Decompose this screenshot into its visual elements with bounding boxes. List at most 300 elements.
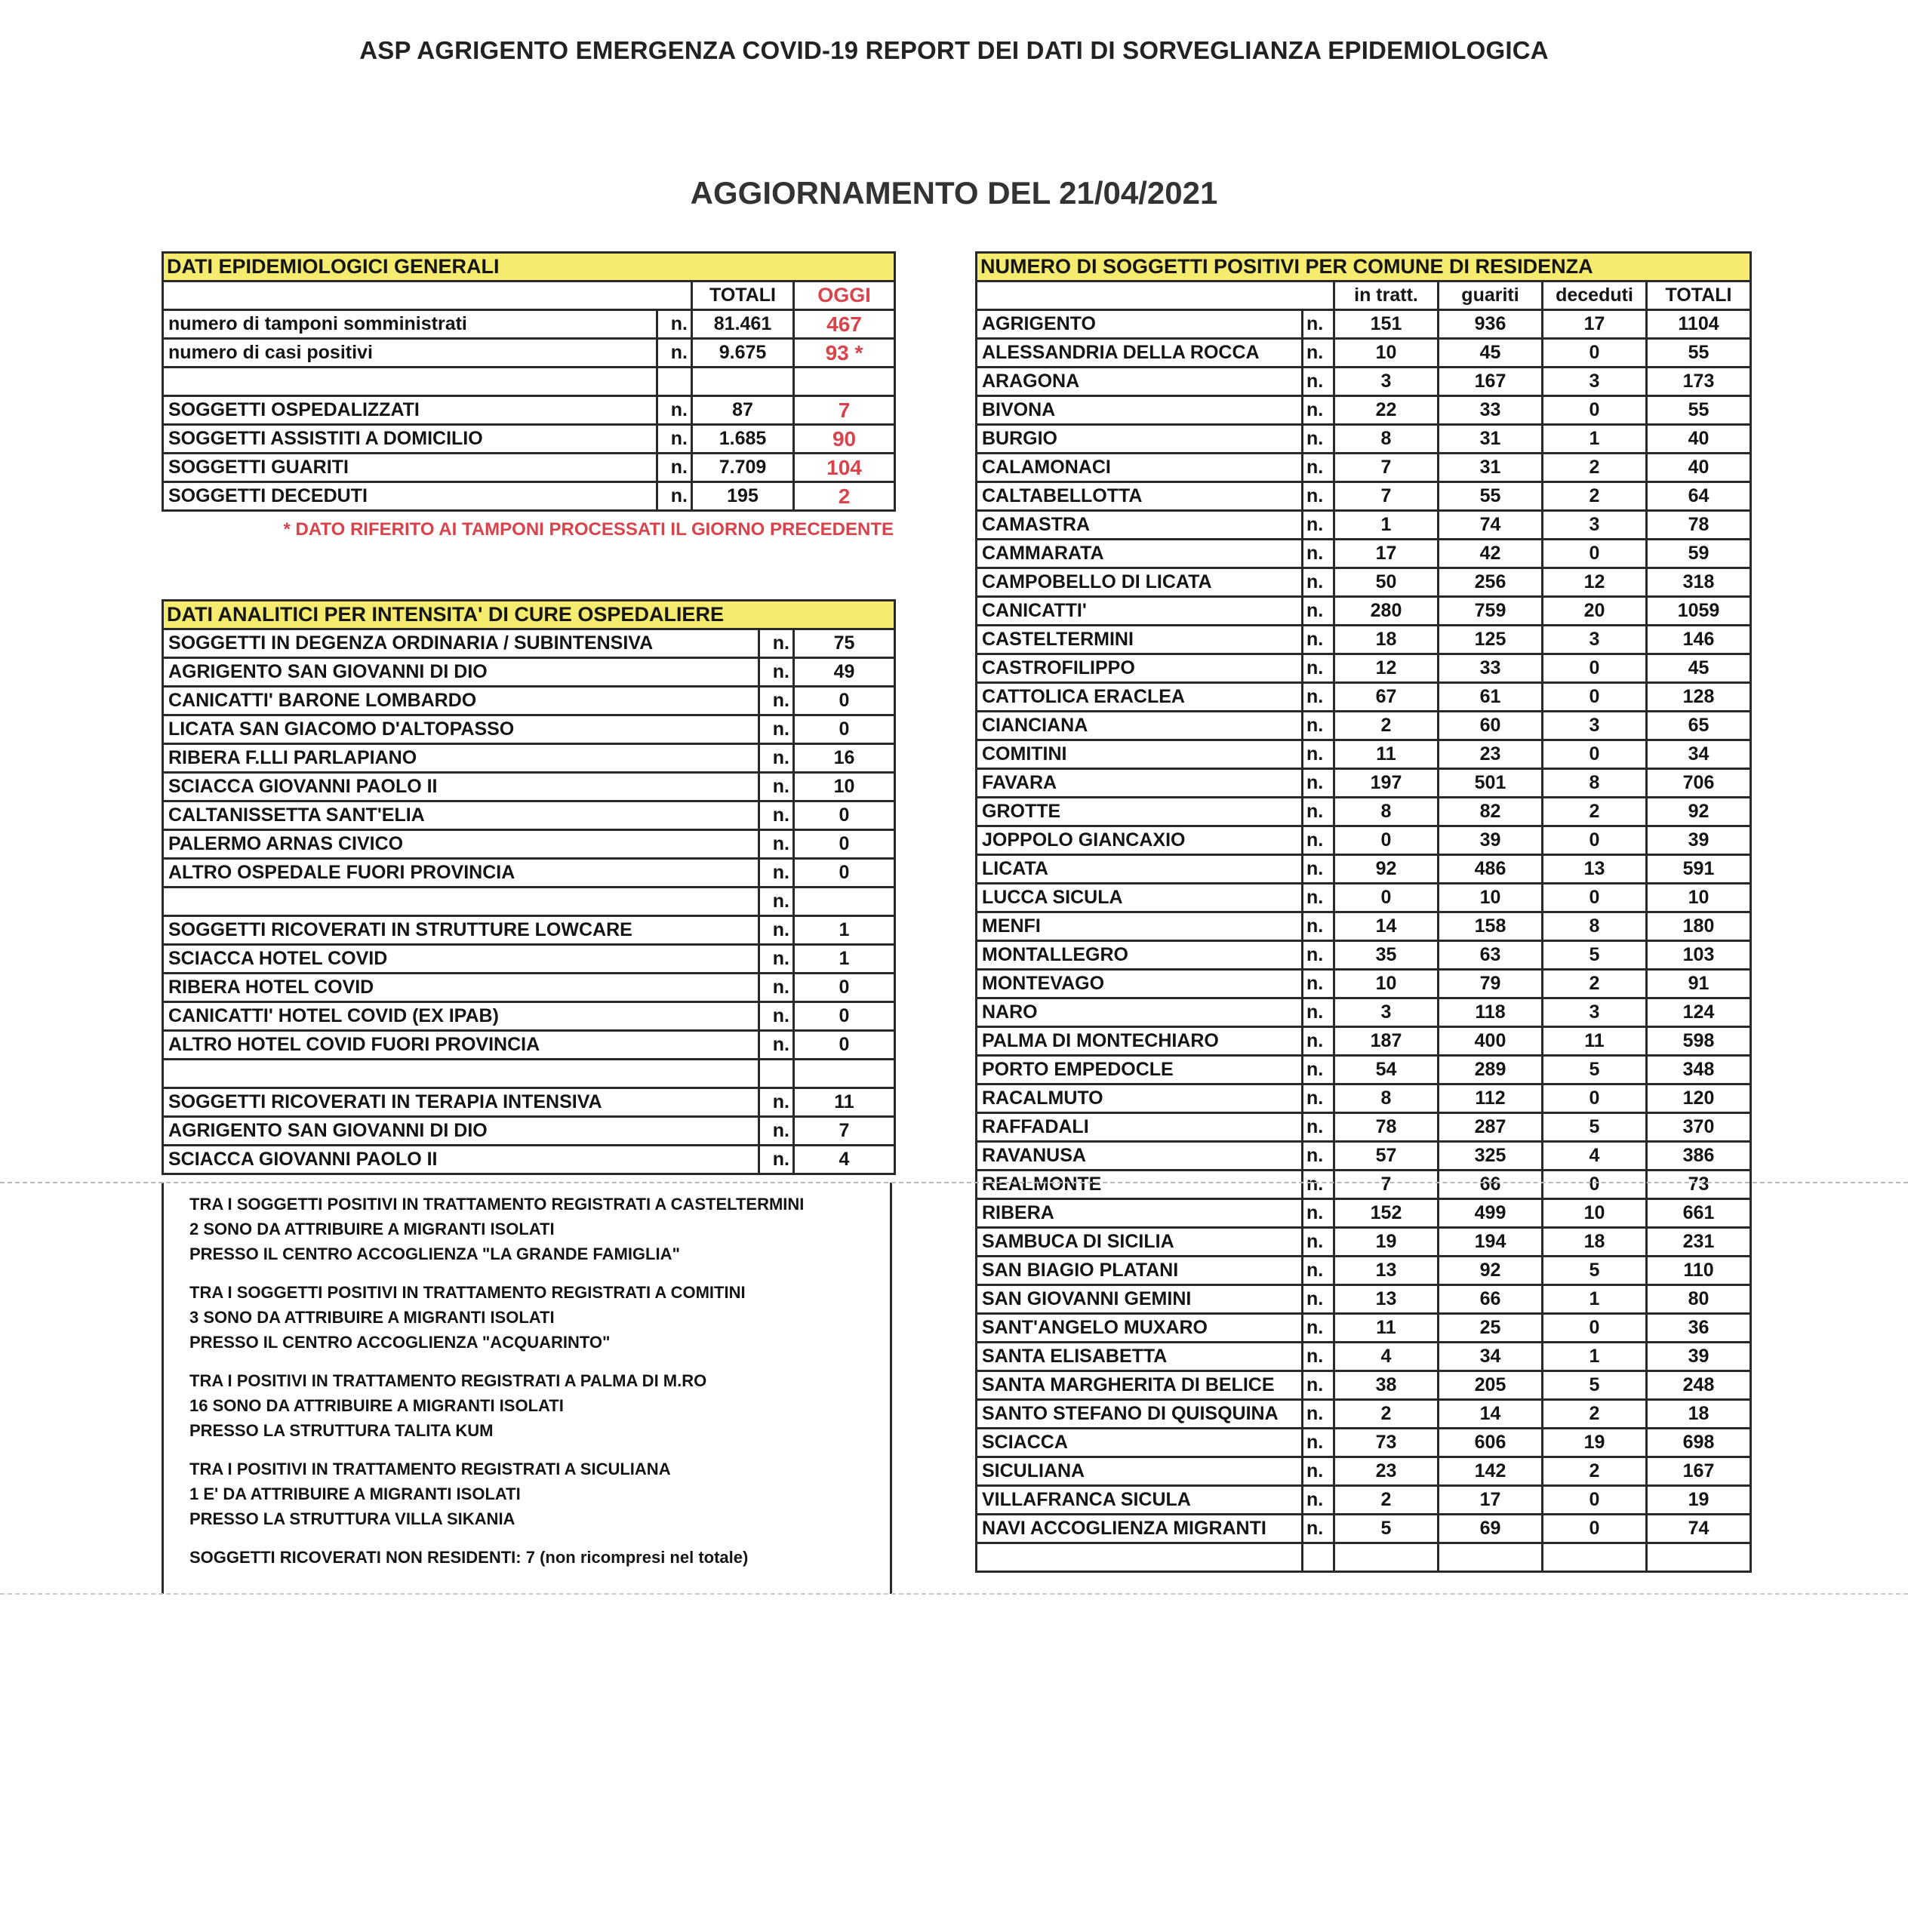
municipality-unit: n. <box>1303 1429 1334 1457</box>
municipality-in-tratt: 1 <box>1334 511 1439 540</box>
municipal-row <box>977 769 1751 798</box>
municipal-row <box>977 912 1751 941</box>
update-date-title: AGGIORNAMENTO DEL 21/04/2021 <box>690 175 1218 211</box>
hospital-row-value: 75 <box>794 629 895 658</box>
municipality-guariti: 10 <box>1439 884 1543 912</box>
municipality-name: NARO <box>977 998 1303 1027</box>
col-deceduti: deceduti <box>1543 281 1647 310</box>
municipality-totali: 598 <box>1647 1027 1751 1056</box>
hospital-row-label: ALTRO OSPEDALE FUORI PROVINCIA <box>163 859 759 888</box>
municipality-totali: 591 <box>1647 855 1751 884</box>
municipality-deceduti: 5 <box>1543 1371 1647 1400</box>
municipal-row <box>977 855 1751 884</box>
municipal-row <box>977 511 1751 540</box>
municipality-unit: n. <box>1303 1228 1334 1257</box>
municipality-unit: n. <box>1303 1171 1334 1199</box>
municipality-in-tratt: 92 <box>1334 855 1439 884</box>
municipality-deceduti: 17 <box>1543 310 1647 339</box>
municipality-totali: 45 <box>1647 654 1751 683</box>
municipality-deceduti: 2 <box>1543 1400 1647 1429</box>
municipal-row <box>977 396 1751 425</box>
municipality-deceduti <box>1543 1543 1647 1572</box>
municipality-deceduti: 0 <box>1543 1486 1647 1515</box>
notes-box <box>162 1183 892 1594</box>
municipality-unit: n. <box>1303 712 1334 740</box>
general-row-oggi: 2 <box>794 482 895 511</box>
general-title: DATI EPIDEMIOLOGICI GENERALI <box>163 253 895 281</box>
municipality-totali: 40 <box>1647 454 1751 482</box>
hospital-row <box>163 916 895 945</box>
municipal-row <box>977 454 1751 482</box>
municipality-guariti: 92 <box>1439 1257 1543 1285</box>
municipality-deceduti: 0 <box>1543 826 1647 855</box>
municipality-name: SAMBUCA DI SICILIA <box>977 1228 1303 1257</box>
hospital-title: DATI ANALITICI PER INTENSITA' DI CURE OSPEDALIERE <box>163 601 895 629</box>
municipality-guariti: 759 <box>1439 597 1543 626</box>
municipality-in-tratt: 7 <box>1334 454 1439 482</box>
municipality-name: BIVONA <box>977 396 1303 425</box>
municipality-unit: n. <box>1303 1142 1334 1171</box>
municipality-guariti: 79 <box>1439 970 1543 998</box>
municipality-name: CASTELTERMINI <box>977 626 1303 654</box>
municipality-name: CALAMONACI <box>977 454 1303 482</box>
municipality-guariti: 66 <box>1439 1171 1543 1199</box>
hospital-row <box>163 859 895 888</box>
municipality-name: FAVARA <box>977 769 1303 798</box>
municipality-in-tratt: 5 <box>1334 1515 1439 1543</box>
municipality-in-tratt: 38 <box>1334 1371 1439 1400</box>
municipality-unit: n. <box>1303 1285 1334 1314</box>
municipality-name: RIBERA <box>977 1199 1303 1228</box>
general-data-table <box>162 251 896 512</box>
municipality-guariti: 17 <box>1439 1486 1543 1515</box>
municipality-in-tratt: 4 <box>1334 1343 1439 1371</box>
municipality-totali: 55 <box>1647 339 1751 368</box>
municipality-totali: 386 <box>1647 1142 1751 1171</box>
hospital-row-unit: n. <box>759 1088 794 1117</box>
municipality-deceduti: 5 <box>1543 1113 1647 1142</box>
hospital-row <box>163 1088 895 1117</box>
municipality-name: LUCCA SICULA <box>977 884 1303 912</box>
municipal-row <box>977 884 1751 912</box>
hospital-row-value: 49 <box>794 658 895 687</box>
hospital-row-value <box>794 1060 895 1088</box>
municipality-unit: n. <box>1303 1084 1334 1113</box>
municipality-deceduti: 18 <box>1543 1228 1647 1257</box>
municipal-row <box>977 1285 1751 1314</box>
note-line: 2 SONO DA ATTRIBUIRE A MIGRANTI ISOLATI <box>189 1220 555 1238</box>
general-row-totali: 195 <box>692 482 794 511</box>
municipality-guariti: 501 <box>1439 769 1543 798</box>
municipality-unit: n. <box>1303 998 1334 1027</box>
general-row-label: SOGGETTI OSPEDALIZZATI <box>163 396 657 425</box>
municipality-unit: n. <box>1303 310 1334 339</box>
municipality-guariti: 82 <box>1439 798 1543 826</box>
hospital-row-unit: n. <box>759 859 794 888</box>
note-block <box>189 1368 804 1443</box>
municipality-unit: n. <box>1303 425 1334 454</box>
hospital-row <box>163 945 895 974</box>
municipality-totali: 59 <box>1647 540 1751 568</box>
municipality-deceduti: 1 <box>1543 1343 1647 1371</box>
municipality-name: VILLAFRANCA SICULA <box>977 1486 1303 1515</box>
general-row-label: SOGGETTI ASSISTITI A DOMICILIO <box>163 425 657 454</box>
note-line: TRA I POSITIVI IN TRATTAMENTO REGISTRATI A SICULIANA <box>189 1460 671 1478</box>
scan-bottom-line <box>0 1593 1908 1595</box>
municipality-deceduti: 2 <box>1543 798 1647 826</box>
municipality-deceduti: 0 <box>1543 1171 1647 1199</box>
municipality-unit: n. <box>1303 654 1334 683</box>
municipality-totali: 39 <box>1647 826 1751 855</box>
note-line: TRA I POSITIVI IN TRATTAMENTO REGISTRATI A PALMA DI M.RO <box>189 1371 707 1390</box>
note-block <box>189 1457 804 1531</box>
hospital-row <box>163 888 895 916</box>
col-totali: TOTALI <box>692 281 794 310</box>
municipality-unit: n. <box>1303 482 1334 511</box>
hospital-row-unit: n. <box>759 1031 794 1060</box>
general-row-unit: n. <box>657 339 692 368</box>
municipality-guariti: 112 <box>1439 1084 1543 1113</box>
municipal-row <box>977 368 1751 396</box>
general-column-header-row <box>163 281 895 310</box>
municipality-name: MENFI <box>977 912 1303 941</box>
municipality-totali: 124 <box>1647 998 1751 1027</box>
hospital-row-label: CANICATTI' BARONE LOMBARDO <box>163 687 759 715</box>
municipality-totali: 231 <box>1647 1228 1751 1257</box>
note-line: 1 E' DA ATTRIBUIRE A MIGRANTI ISOLATI <box>189 1484 521 1503</box>
municipality-totali: 348 <box>1647 1056 1751 1084</box>
municipality-name: CAMPOBELLO DI LICATA <box>977 568 1303 597</box>
hospital-row-value: 0 <box>794 1002 895 1031</box>
scan-fold-line <box>0 1182 1908 1183</box>
hospital-row-value: 0 <box>794 830 895 859</box>
municipality-totali: 110 <box>1647 1257 1751 1285</box>
municipality-unit: n. <box>1303 626 1334 654</box>
hospital-row-label <box>163 1060 759 1088</box>
municipality-deceduti: 0 <box>1543 740 1647 769</box>
municipality-in-tratt: 35 <box>1334 941 1439 970</box>
general-row-totali: 81.461 <box>692 310 794 339</box>
hospital-row-value: 0 <box>794 715 895 744</box>
municipality-guariti: 61 <box>1439 683 1543 712</box>
general-row-unit: n. <box>657 454 692 482</box>
municipal-title-row <box>977 253 1751 281</box>
municipality-unit: n. <box>1303 1400 1334 1429</box>
municipal-row <box>977 998 1751 1027</box>
municipality-guariti: 31 <box>1439 425 1543 454</box>
municipality-name: CATTOLICA ERACLEA <box>977 683 1303 712</box>
municipality-guariti: 33 <box>1439 654 1543 683</box>
municipality-in-tratt: 2 <box>1334 1486 1439 1515</box>
municipality-name: GROTTE <box>977 798 1303 826</box>
hospital-row-value: 0 <box>794 801 895 830</box>
general-row-unit <box>657 368 692 396</box>
municipal-row <box>977 740 1751 769</box>
general-row <box>163 339 895 368</box>
municipal-row <box>977 1228 1751 1257</box>
hospital-row <box>163 1002 895 1031</box>
note-line: SOGGETTI RICOVERATI NON RESIDENTI: 7 (non ricompresi nel totale) <box>189 1548 749 1567</box>
municipality-name: REALMONTE <box>977 1171 1303 1199</box>
municipality-deceduti: 2 <box>1543 1457 1647 1486</box>
municipality-name: RAVANUSA <box>977 1142 1303 1171</box>
hospital-row-label: ALTRO HOTEL COVID FUORI PROVINCIA <box>163 1031 759 1060</box>
hospital-row <box>163 830 895 859</box>
hospital-row-label: RIBERA HOTEL COVID <box>163 974 759 1002</box>
municipality-deceduti: 13 <box>1543 855 1647 884</box>
municipal-header-blank <box>977 281 1334 310</box>
municipality-totali: 318 <box>1647 568 1751 597</box>
municipal-row <box>977 1142 1751 1171</box>
hospital-row-value: 4 <box>794 1146 895 1174</box>
general-row <box>163 396 895 425</box>
municipality-name: PORTO EMPEDOCLE <box>977 1056 1303 1084</box>
municipality-deceduti: 10 <box>1543 1199 1647 1228</box>
municipality-totali: 92 <box>1647 798 1751 826</box>
municipality-name: JOPPOLO GIANCAXIO <box>977 826 1303 855</box>
hospital-row-label: PALERMO ARNAS CIVICO <box>163 830 759 859</box>
general-row <box>163 454 895 482</box>
hospital-data-body <box>163 601 895 1174</box>
hospital-row-label: SCIACCA GIOVANNI PAOLO II <box>163 773 759 801</box>
hospital-row-unit: n. <box>759 715 794 744</box>
hospital-row-unit: n. <box>759 773 794 801</box>
municipal-column-header-row <box>977 281 1751 310</box>
hospital-row-value: 11 <box>794 1088 895 1117</box>
municipality-deceduti: 11 <box>1543 1027 1647 1056</box>
municipality-deceduti: 0 <box>1543 540 1647 568</box>
municipality-in-tratt: 8 <box>1334 425 1439 454</box>
general-row <box>163 425 895 454</box>
municipality-name: PALMA DI MONTECHIARO <box>977 1027 1303 1056</box>
municipality-name: AGRIGENTO <box>977 310 1303 339</box>
municipality-in-tratt: 19 <box>1334 1228 1439 1257</box>
general-header-blank <box>163 281 692 310</box>
municipality-totali: 173 <box>1647 368 1751 396</box>
municipality-guariti: 486 <box>1439 855 1543 884</box>
municipality-guariti: 23 <box>1439 740 1543 769</box>
municipality-totali: 1059 <box>1647 597 1751 626</box>
municipality-in-tratt: 0 <box>1334 826 1439 855</box>
municipality-in-tratt: 2 <box>1334 1400 1439 1429</box>
hospital-row <box>163 687 895 715</box>
hospital-row-value: 0 <box>794 1031 895 1060</box>
municipality-guariti: 33 <box>1439 396 1543 425</box>
hospital-row <box>163 1146 895 1174</box>
municipality-totali: 74 <box>1647 1515 1751 1543</box>
municipality-unit: n. <box>1303 1314 1334 1343</box>
general-row <box>163 310 895 339</box>
hospital-row <box>163 801 895 830</box>
municipality-totali: 146 <box>1647 626 1751 654</box>
municipality-totali: 65 <box>1647 712 1751 740</box>
municipality-guariti: 66 <box>1439 1285 1543 1314</box>
municipal-row <box>977 339 1751 368</box>
municipality-totali: 248 <box>1647 1371 1751 1400</box>
municipality-unit: n. <box>1303 912 1334 941</box>
municipal-row <box>977 310 1751 339</box>
hospital-row <box>163 715 895 744</box>
municipality-guariti: 60 <box>1439 712 1543 740</box>
municipality-guariti: 936 <box>1439 310 1543 339</box>
municipal-row <box>977 1257 1751 1285</box>
hospital-row <box>163 658 895 687</box>
municipality-name: SANT'ANGELO MUXARO <box>977 1314 1303 1343</box>
municipal-row <box>977 1113 1751 1142</box>
hospital-row <box>163 1031 895 1060</box>
municipality-guariti: 74 <box>1439 511 1543 540</box>
hospital-row-label: SCIACCA GIOVANNI PAOLO II <box>163 1146 759 1174</box>
municipality-name: CIANCIANA <box>977 712 1303 740</box>
hospital-data-table <box>162 599 896 1175</box>
municipal-row <box>977 425 1751 454</box>
municipality-name: SAN GIOVANNI GEMINI <box>977 1285 1303 1314</box>
municipality-in-tratt: 13 <box>1334 1285 1439 1314</box>
note-line: TRA I SOGGETTI POSITIVI IN TRATTAMENTO REGISTRATI A CASTELTERMINI <box>189 1195 805 1214</box>
hospital-row-value: 7 <box>794 1117 895 1146</box>
hospital-row-unit: n. <box>759 1117 794 1146</box>
municipality-in-tratt: 17 <box>1334 540 1439 568</box>
col-oggi: OGGI <box>794 281 895 310</box>
municipality-guariti: 158 <box>1439 912 1543 941</box>
municipality-unit: n. <box>1303 683 1334 712</box>
hospital-row <box>163 744 895 773</box>
municipality-unit: n. <box>1303 540 1334 568</box>
municipality-unit: n. <box>1303 1343 1334 1371</box>
hospital-row-unit: n. <box>759 916 794 945</box>
municipality-in-tratt: 10 <box>1334 970 1439 998</box>
municipality-unit: n. <box>1303 396 1334 425</box>
hospital-row <box>163 1117 895 1146</box>
municipality-guariti: 167 <box>1439 368 1543 396</box>
municipality-in-tratt: 23 <box>1334 1457 1439 1486</box>
hospital-row-value: 10 <box>794 773 895 801</box>
note-block <box>189 1280 804 1355</box>
municipality-totali: 40 <box>1647 425 1751 454</box>
general-row-totali: 7.709 <box>692 454 794 482</box>
municipality-totali: 167 <box>1647 1457 1751 1486</box>
municipality-totali: 661 <box>1647 1199 1751 1228</box>
municipal-title: NUMERO DI SOGGETTI POSITIVI PER COMUNE DI RESIDENZA <box>977 253 1751 281</box>
municipality-unit: n. <box>1303 1257 1334 1285</box>
municipality-unit: n. <box>1303 826 1334 855</box>
municipal-row <box>977 970 1751 998</box>
municipality-name: NAVI ACCOGLIENZA MIGRANTI <box>977 1515 1303 1543</box>
municipality-guariti: 325 <box>1439 1142 1543 1171</box>
municipal-row <box>977 597 1751 626</box>
municipality-totali: 73 <box>1647 1171 1751 1199</box>
municipality-name: MONTALLEGRO <box>977 941 1303 970</box>
municipality-name: RAFFADALI <box>977 1113 1303 1142</box>
hospital-row-value: 1 <box>794 945 895 974</box>
municipal-data-table <box>975 251 1752 1573</box>
municipal-row <box>977 626 1751 654</box>
municipality-name: SANTO STEFANO DI QUISQUINA <box>977 1400 1303 1429</box>
municipality-deceduti: 3 <box>1543 998 1647 1027</box>
municipality-guariti: 63 <box>1439 941 1543 970</box>
municipal-row <box>977 1371 1751 1400</box>
municipality-unit: n. <box>1303 798 1334 826</box>
municipality-deceduti: 5 <box>1543 941 1647 970</box>
municipality-deceduti: 8 <box>1543 769 1647 798</box>
general-row <box>163 368 895 396</box>
general-row-oggi: 90 <box>794 425 895 454</box>
municipality-unit: n. <box>1303 769 1334 798</box>
municipality-name: BURGIO <box>977 425 1303 454</box>
municipality-deceduti: 5 <box>1543 1056 1647 1084</box>
municipality-guariti: 25 <box>1439 1314 1543 1343</box>
municipality-guariti: 69 <box>1439 1515 1543 1543</box>
municipality-name: MONTEVAGO <box>977 970 1303 998</box>
municipality-totali: 370 <box>1647 1113 1751 1142</box>
general-row-label: SOGGETTI GUARITI <box>163 454 657 482</box>
municipal-row <box>977 1543 1751 1572</box>
hospital-row-value: 0 <box>794 974 895 1002</box>
municipality-name: CAMASTRA <box>977 511 1303 540</box>
municipal-row <box>977 1171 1751 1199</box>
municipality-in-tratt: 54 <box>1334 1056 1439 1084</box>
municipality-in-tratt: 18 <box>1334 626 1439 654</box>
municipality-guariti: 606 <box>1439 1429 1543 1457</box>
municipality-totali: 128 <box>1647 683 1751 712</box>
municipality-guariti: 205 <box>1439 1371 1543 1400</box>
municipal-row <box>977 568 1751 597</box>
hospital-row-unit: n. <box>759 945 794 974</box>
municipality-guariti: 287 <box>1439 1113 1543 1142</box>
municipality-unit: n. <box>1303 1027 1334 1056</box>
municipality-unit: n. <box>1303 941 1334 970</box>
report-header: ASP AGRIGENTO EMERGENZA COVID-19 REPORT DEI DATI DI SORVEGLIANZA EPIDEMIOLOGICA <box>359 36 1549 64</box>
municipality-deceduti: 8 <box>1543 912 1647 941</box>
hospital-row-label: CALTANISSETTA SANT'ELIA <box>163 801 759 830</box>
municipality-unit: n. <box>1303 970 1334 998</box>
notes-list <box>189 1192 804 1583</box>
municipality-totali: 39 <box>1647 1343 1751 1371</box>
municipality-in-tratt: 57 <box>1334 1142 1439 1171</box>
hospital-row-unit <box>759 1060 794 1088</box>
hospital-row-unit: n. <box>759 1002 794 1031</box>
hospital-row-label: RIBERA F.LLI PARLAPIANO <box>163 744 759 773</box>
hospital-row <box>163 1060 895 1088</box>
municipal-row <box>977 1056 1751 1084</box>
general-row <box>163 482 895 511</box>
municipality-deceduti: 5 <box>1543 1257 1647 1285</box>
hospital-row-label: SOGGETTI RICOVERATI IN TERAPIA INTENSIVA <box>163 1088 759 1117</box>
municipality-in-tratt: 280 <box>1334 597 1439 626</box>
municipality-in-tratt: 73 <box>1334 1429 1439 1457</box>
municipality-deceduti: 0 <box>1543 396 1647 425</box>
note-block <box>189 1545 804 1570</box>
note-line: 3 SONO DA ATTRIBUIRE A MIGRANTI ISOLATI <box>189 1308 555 1327</box>
note-line: PRESSO LA STRUTTURA TALITA KUM <box>189 1421 494 1440</box>
municipality-deceduti: 3 <box>1543 511 1647 540</box>
municipality-guariti: 118 <box>1439 998 1543 1027</box>
municipality-deceduti: 0 <box>1543 1314 1647 1343</box>
municipality-unit: n. <box>1303 368 1334 396</box>
municipality-totali: 698 <box>1647 1429 1751 1457</box>
municipality-totali: 36 <box>1647 1314 1751 1343</box>
municipal-row <box>977 482 1751 511</box>
municipal-row <box>977 1314 1751 1343</box>
municipality-guariti: 194 <box>1439 1228 1543 1257</box>
municipal-row <box>977 826 1751 855</box>
municipality-in-tratt <box>1334 1543 1439 1572</box>
note-block <box>189 1192 804 1266</box>
municipality-guariti: 39 <box>1439 826 1543 855</box>
municipality-name: CANICATTI' <box>977 597 1303 626</box>
municipality-totali: 34 <box>1647 740 1751 769</box>
general-row-totali: 87 <box>692 396 794 425</box>
